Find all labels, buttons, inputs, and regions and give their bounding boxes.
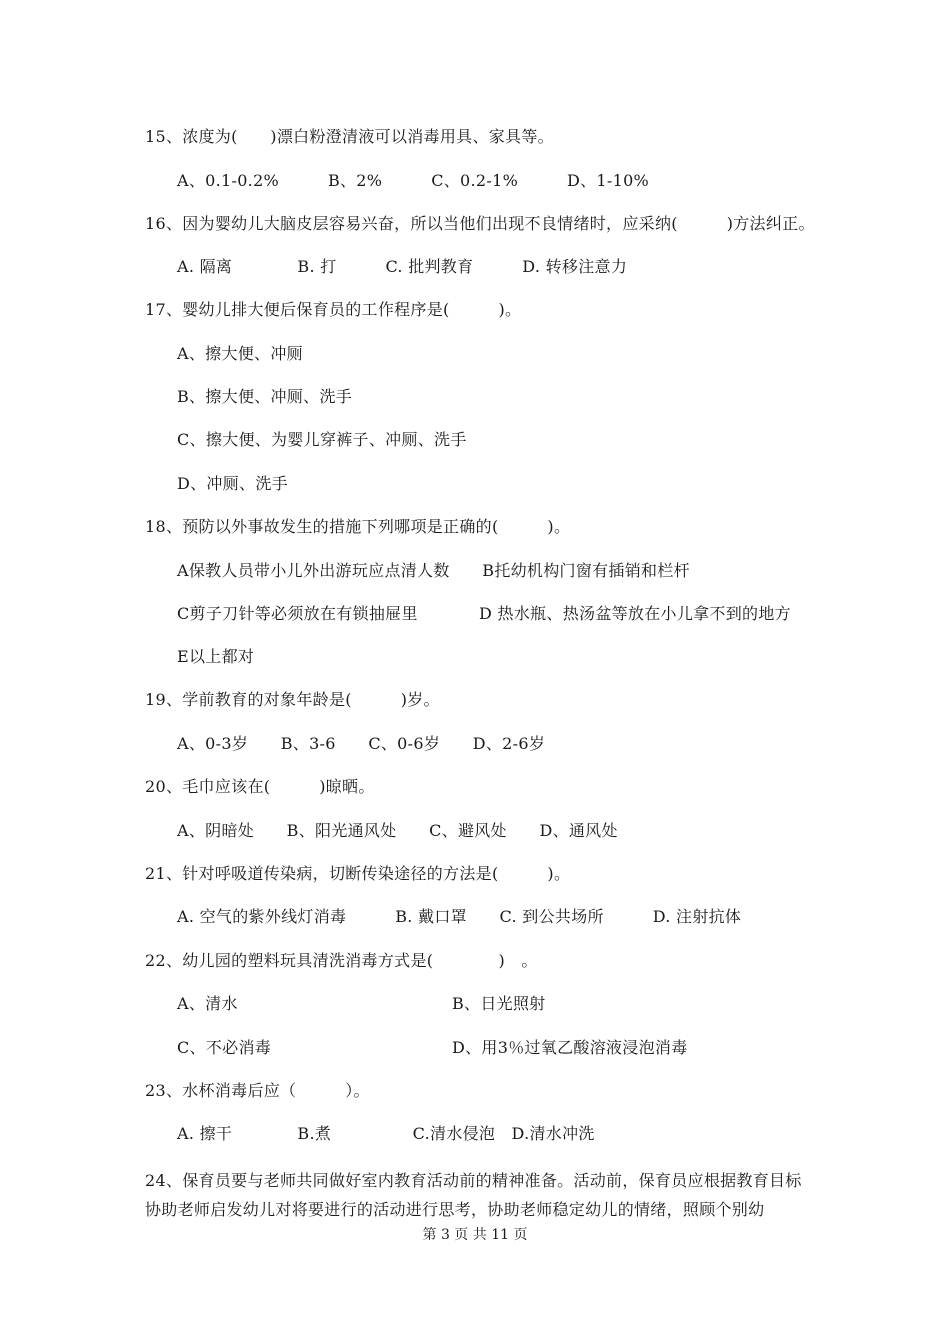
question-18-option-e: E以上都对 — [177, 647, 255, 666]
question-24-paragraph: 24、保育员要与老师共同做好室内教育活动前的精神准备。活动前，保育员应根据教育目标协助老师启发幼儿对将要进行的活动进行思考，协助老师稳定幼儿的情绪，照顾个别幼 — [145, 1171, 802, 1219]
question-16-stem: 16、因为婴幼儿大脑皮层容易兴奋，所以当他们出现不良情绪时，应采纳( )方法纠正。 — [145, 214, 815, 233]
question-21-options: A. 空气的紫外线灯消毒 B. 戴口罩 C. 到公共场所 D. 注射抗体 — [177, 907, 742, 926]
page-footer: 第 3 页 共 11 页 — [422, 1227, 528, 1243]
question-22-option-c: C、不必消毒 — [177, 1038, 272, 1057]
question-15-stem: 15、浓度为( )漂白粉澄清液可以消毒用具、家具等。 — [145, 127, 554, 146]
question-22-option-d: D、用3％过氧乙酸溶液浸泡消毒 — [452, 1038, 688, 1057]
question-23-options: A. 擦干 B.煮 C.清水侵泡 D.清水冲洗 — [177, 1124, 595, 1143]
question-18-option-d: D 热水瓶、热汤盆等放在小儿拿不到的地方 — [479, 604, 791, 623]
question-18-option-ab: A保教人员带小儿外出游玩应点清人数 B托幼机构门窗有插销和栏杆 — [177, 561, 690, 580]
question-22-stem: 22、幼儿园的塑料玩具清洗消毒方式是( ) 。 — [145, 951, 538, 970]
question-16-options: A. 隔离 B. 打 C. 批判教育 D. 转移注意力 — [177, 257, 628, 276]
question-15-options: A、0.1-0.2% B、2% C、0.2-1% D、1-10% — [177, 171, 650, 190]
question-18-stem: 18、预防以外事故发生的措施下列哪项是正确的( )。 — [145, 517, 571, 536]
question-19-options: A、0-3岁 B、3-6 C、0-6岁 D、2-6岁 — [177, 734, 546, 753]
question-17-option-a: A、擦大便、冲厕 — [177, 344, 303, 363]
question-20-stem: 20、毛巾应该在( )晾晒。 — [145, 777, 375, 796]
question-19-stem: 19、学前教育的对象年龄是( )岁。 — [145, 690, 440, 709]
question-17-option-d: D、冲厕、洗手 — [177, 474, 288, 493]
question-18-option-c: C剪子刀针等必须放在有锁抽屉里 — [177, 604, 418, 623]
question-23-stem: 23、水杯消毒后应（ ）。 — [145, 1081, 370, 1100]
question-21-stem: 21、针对呼吸道传染病，切断传染途径的方法是( )。 — [145, 864, 571, 883]
question-17-option-b: B、擦大便、冲厕、洗手 — [177, 387, 353, 406]
question-22-option-a: A、清水 — [177, 994, 238, 1013]
question-17-option-c: C、擦大便、为婴儿穿裤子、冲厕、洗手 — [177, 430, 467, 449]
question-22-option-b: B、日光照射 — [452, 994, 546, 1013]
question-20-options: A、阴暗处 B、阳光通风处 C、避风处 D、通风处 — [177, 821, 618, 840]
question-17-stem: 17、婴幼儿排大便后保育员的工作程序是( )。 — [145, 300, 522, 319]
